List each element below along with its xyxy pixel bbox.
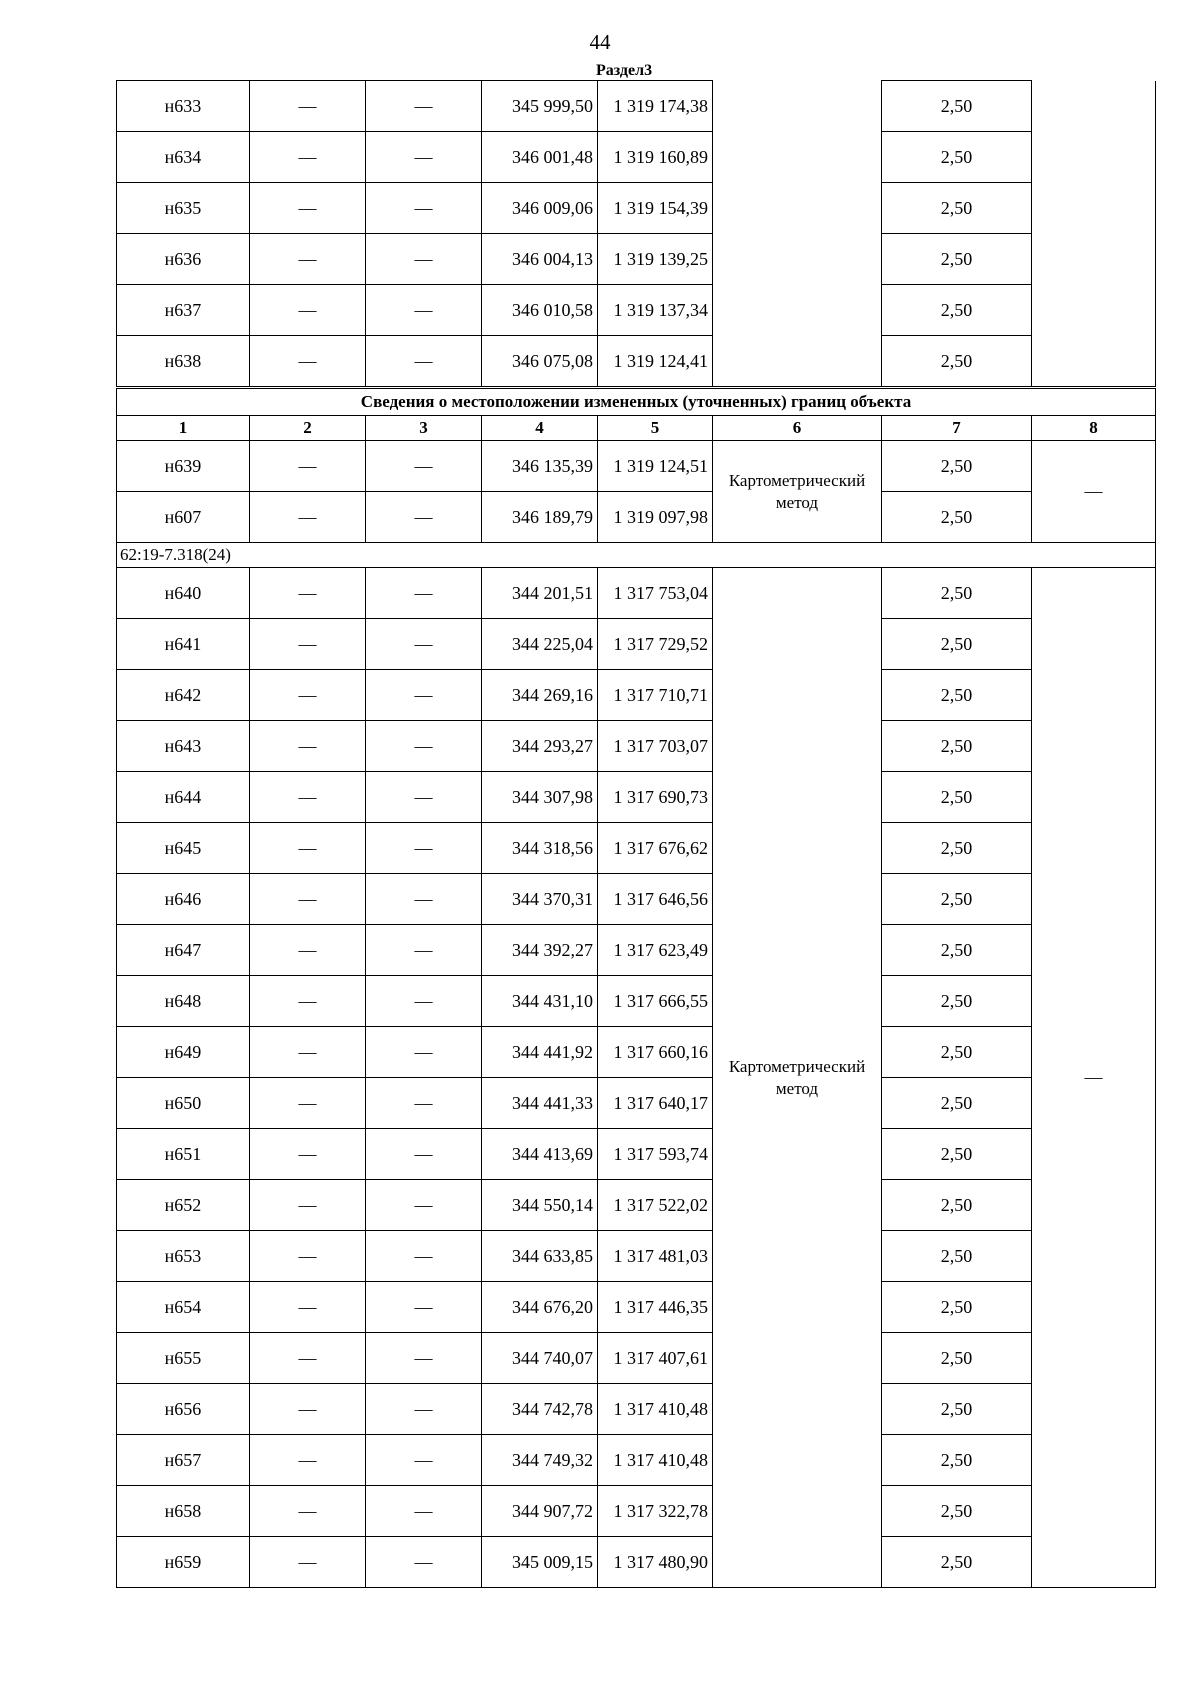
column-number-header: 6 (713, 416, 882, 441)
table-row (117, 441, 1156, 492)
accuracy-cell: 2,50 (882, 1537, 1032, 1588)
col2-cell: — (250, 1384, 366, 1435)
col2-cell: — (250, 1435, 366, 1486)
table-row (117, 1384, 1156, 1435)
table-row (117, 183, 1156, 234)
col3-cell: — (366, 976, 482, 1027)
col3-cell: — (366, 772, 482, 823)
point-id-cell: н607 (117, 492, 250, 543)
table-row (117, 1537, 1156, 1588)
col3-cell: — (366, 1078, 482, 1129)
x-coordinate-cell: 346 001,48 (482, 132, 598, 183)
col3-cell: — (366, 183, 482, 234)
y-coordinate-cell: 1 317 593,74 (598, 1129, 713, 1180)
col2-cell: — (250, 823, 366, 874)
accuracy-cell: 2,50 (882, 619, 1032, 670)
accuracy-cell: 2,50 (882, 132, 1032, 183)
col3-cell: — (366, 874, 482, 925)
page-number: 44 (589, 30, 611, 54)
col2-cell: — (250, 1537, 366, 1588)
accuracy-cell: 2,50 (882, 925, 1032, 976)
y-coordinate-cell: 1 319 160,89 (598, 132, 713, 183)
table-row (117, 721, 1156, 772)
y-coordinate-cell: 1 319 124,51 (598, 441, 713, 492)
point-id-cell: н659 (117, 1537, 250, 1588)
col2-cell: — (250, 1129, 366, 1180)
section-title: Сведения о местоположении измененных (уточненных) границ объекта (117, 388, 1156, 416)
point-id-cell: н652 (117, 1180, 250, 1231)
y-coordinate-cell: 1 317 710,71 (598, 670, 713, 721)
accuracy-cell: 2,50 (882, 1384, 1032, 1435)
y-coordinate-cell: 1 317 646,56 (598, 874, 713, 925)
point-id-cell: н647 (117, 925, 250, 976)
x-coordinate-cell: 344 307,98 (482, 772, 598, 823)
x-coordinate-cell: 344 550,14 (482, 1180, 598, 1231)
point-id-cell: н642 (117, 670, 250, 721)
table-row (117, 823, 1156, 874)
col3-cell: — (366, 81, 482, 132)
accuracy-cell: 2,50 (882, 1180, 1032, 1231)
col2-cell: — (250, 874, 366, 925)
y-coordinate-cell: 1 317 623,49 (598, 925, 713, 976)
point-id-cell: н655 (117, 1333, 250, 1384)
y-coordinate-cell: 1 319 154,39 (598, 183, 713, 234)
y-coordinate-cell: 1 317 322,78 (598, 1486, 713, 1537)
boundary-table (116, 80, 1156, 1588)
x-coordinate-cell: 346 009,06 (482, 183, 598, 234)
table-row (117, 619, 1156, 670)
method-cell: Картометрический метод (713, 568, 882, 1588)
point-id-cell: н644 (117, 772, 250, 823)
y-coordinate-cell: 1 317 640,17 (598, 1078, 713, 1129)
point-id-cell: н651 (117, 1129, 250, 1180)
cadastral-number-row (117, 543, 1156, 568)
col2-cell: — (250, 441, 366, 492)
col2-cell: — (250, 285, 366, 336)
column-number-header: 5 (598, 416, 713, 441)
x-coordinate-cell: 344 633,85 (482, 1231, 598, 1282)
cadastral-number: 62:19-7.318(24) (117, 543, 1156, 568)
col3-cell: — (366, 1129, 482, 1180)
col2-cell: — (250, 1231, 366, 1282)
y-coordinate-cell: 1 319 137,34 (598, 285, 713, 336)
col3-cell: — (366, 1333, 482, 1384)
col3-cell: — (366, 1537, 482, 1588)
accuracy-cell: 2,50 (882, 183, 1032, 234)
col3-cell: — (366, 1384, 482, 1435)
point-id-cell: н645 (117, 823, 250, 874)
table-row (117, 1180, 1156, 1231)
table-row (117, 492, 1156, 543)
table-row (117, 1078, 1156, 1129)
x-coordinate-cell: 346 004,13 (482, 234, 598, 285)
col2-cell: — (250, 234, 366, 285)
table-row (117, 976, 1156, 1027)
x-coordinate-cell: 344 392,27 (482, 925, 598, 976)
x-coordinate-cell: 344 740,07 (482, 1333, 598, 1384)
section-title-row (117, 388, 1156, 416)
point-id-cell: н646 (117, 874, 250, 925)
table-row (117, 234, 1156, 285)
point-id-cell: н635 (117, 183, 250, 234)
y-coordinate-cell: 1 317 676,62 (598, 823, 713, 874)
col2-cell: — (250, 670, 366, 721)
x-coordinate-cell: 345 999,50 (482, 81, 598, 132)
x-coordinate-cell: 346 135,39 (482, 441, 598, 492)
x-coordinate-cell: 344 293,27 (482, 721, 598, 772)
col2-cell: — (250, 81, 366, 132)
col3-cell: — (366, 234, 482, 285)
accuracy-cell: 2,50 (882, 1027, 1032, 1078)
col3-cell: — (366, 1180, 482, 1231)
accuracy-cell: 2,50 (882, 1231, 1032, 1282)
column-number-header: 1 (117, 416, 250, 441)
col2-cell: — (250, 619, 366, 670)
x-coordinate-cell: 344 370,31 (482, 874, 598, 925)
point-id-cell: н634 (117, 132, 250, 183)
col3-cell: — (366, 925, 482, 976)
point-id-cell: н639 (117, 441, 250, 492)
col3-cell: — (366, 1486, 482, 1537)
accuracy-cell: 2,50 (882, 1435, 1032, 1486)
col3-cell: — (366, 568, 482, 619)
method-cell: Картометрический метод (713, 441, 882, 543)
y-coordinate-cell: 1 317 690,73 (598, 772, 713, 823)
col3-cell: — (366, 1027, 482, 1078)
col3-cell: — (366, 285, 482, 336)
accuracy-cell: 2,50 (882, 568, 1032, 619)
y-coordinate-cell: 1 317 407,61 (598, 1333, 713, 1384)
y-coordinate-cell: 1 319 139,25 (598, 234, 713, 285)
x-coordinate-cell: 344 431,10 (482, 976, 598, 1027)
table-row (117, 1333, 1156, 1384)
accuracy-cell: 2,50 (882, 976, 1032, 1027)
col3-cell: — (366, 823, 482, 874)
point-id-cell: н636 (117, 234, 250, 285)
y-coordinate-cell: 1 317 446,35 (598, 1282, 713, 1333)
table-row (117, 285, 1156, 336)
table-row (117, 1129, 1156, 1180)
y-coordinate-cell: 1 317 522,02 (598, 1180, 713, 1231)
y-coordinate-cell: 1 319 174,38 (598, 81, 713, 132)
table-row (117, 772, 1156, 823)
x-coordinate-cell: 346 075,08 (482, 336, 598, 388)
point-id-cell: н654 (117, 1282, 250, 1333)
col3-cell: — (366, 132, 482, 183)
col3-cell: — (366, 670, 482, 721)
col3-cell: — (366, 619, 482, 670)
section-label: Раздел3 (596, 62, 653, 79)
y-coordinate-cell: 1 319 097,98 (598, 492, 713, 543)
col2-cell: — (250, 1078, 366, 1129)
point-id-cell: н657 (117, 1435, 250, 1486)
x-coordinate-cell: 344 269,16 (482, 670, 598, 721)
col2-cell: — (250, 132, 366, 183)
col2-cell: — (250, 568, 366, 619)
x-coordinate-cell: 344 413,69 (482, 1129, 598, 1180)
accuracy-cell: 2,50 (882, 81, 1032, 132)
y-coordinate-cell: 1 317 703,07 (598, 721, 713, 772)
point-id-cell: н650 (117, 1078, 250, 1129)
col2-cell: — (250, 1486, 366, 1537)
x-coordinate-cell: 346 010,58 (482, 285, 598, 336)
col2-cell: — (250, 492, 366, 543)
y-coordinate-cell: 1 317 666,55 (598, 976, 713, 1027)
accuracy-cell: 2,50 (882, 1078, 1032, 1129)
col2-cell: — (250, 1027, 366, 1078)
table-row (117, 568, 1156, 619)
col3-cell: — (366, 1231, 482, 1282)
accuracy-cell: 2,50 (882, 1129, 1032, 1180)
accuracy-cell: 2,50 (882, 441, 1032, 492)
method-cell-empty (713, 81, 882, 388)
y-coordinate-cell: 1 317 753,04 (598, 568, 713, 619)
column-number-header: 4 (482, 416, 598, 441)
col2-cell: — (250, 1333, 366, 1384)
table-row (117, 132, 1156, 183)
x-coordinate-cell: 344 676,20 (482, 1282, 598, 1333)
table-row (117, 1486, 1156, 1537)
accuracy-cell: 2,50 (882, 1333, 1032, 1384)
table-row (117, 925, 1156, 976)
col3-cell: — (366, 1282, 482, 1333)
y-coordinate-cell: 1 317 410,48 (598, 1435, 713, 1486)
point-id-cell: н658 (117, 1486, 250, 1537)
col3-cell: — (366, 1435, 482, 1486)
x-coordinate-cell: 344 742,78 (482, 1384, 598, 1435)
accuracy-cell: 2,50 (882, 772, 1032, 823)
x-coordinate-cell: 344 441,92 (482, 1027, 598, 1078)
column-number-header: 3 (366, 416, 482, 441)
col8-cell: — (1032, 568, 1156, 1588)
table-row (117, 1027, 1156, 1078)
accuracy-cell: 2,50 (882, 234, 1032, 285)
col3-cell: — (366, 336, 482, 388)
accuracy-cell: 2,50 (882, 492, 1032, 543)
y-coordinate-cell: 1 317 660,16 (598, 1027, 713, 1078)
col2-cell: — (250, 1282, 366, 1333)
y-coordinate-cell: 1 317 729,52 (598, 619, 713, 670)
table-row (117, 874, 1156, 925)
point-id-cell: н648 (117, 976, 250, 1027)
x-coordinate-cell: 344 225,04 (482, 619, 598, 670)
column-number-header: 2 (250, 416, 366, 441)
accuracy-cell: 2,50 (882, 721, 1032, 772)
x-coordinate-cell: 344 318,56 (482, 823, 598, 874)
x-coordinate-cell: 344 907,72 (482, 1486, 598, 1537)
col2-cell: — (250, 336, 366, 388)
x-coordinate-cell: 344 441,33 (482, 1078, 598, 1129)
table-row (117, 336, 1156, 388)
accuracy-cell: 2,50 (882, 823, 1032, 874)
col3-cell: — (366, 721, 482, 772)
col2-cell: — (250, 976, 366, 1027)
y-coordinate-cell: 1 317 480,90 (598, 1537, 713, 1588)
column-number-header: 8 (1032, 416, 1156, 441)
point-id-cell: н638 (117, 336, 250, 388)
table-row (117, 670, 1156, 721)
col2-cell: — (250, 721, 366, 772)
col3-cell: — (366, 492, 482, 543)
point-id-cell: н643 (117, 721, 250, 772)
accuracy-cell: 2,50 (882, 336, 1032, 388)
y-coordinate-cell: 1 317 410,48 (598, 1384, 713, 1435)
accuracy-cell: 2,50 (882, 285, 1032, 336)
point-id-cell: н656 (117, 1384, 250, 1435)
col3-cell: — (366, 441, 482, 492)
col2-cell: — (250, 1180, 366, 1231)
column-number-row (117, 416, 1156, 441)
point-id-cell: н640 (117, 568, 250, 619)
y-coordinate-cell: 1 317 481,03 (598, 1231, 713, 1282)
accuracy-cell: 2,50 (882, 670, 1032, 721)
point-id-cell: н649 (117, 1027, 250, 1078)
col2-cell: — (250, 925, 366, 976)
table-row (117, 81, 1156, 132)
x-coordinate-cell: 344 201,51 (482, 568, 598, 619)
col8-cell: — (1032, 441, 1156, 543)
table-row (117, 1282, 1156, 1333)
accuracy-cell: 2,50 (882, 1282, 1032, 1333)
y-coordinate-cell: 1 319 124,41 (598, 336, 713, 388)
point-id-cell: н641 (117, 619, 250, 670)
x-coordinate-cell: 346 189,79 (482, 492, 598, 543)
col2-cell: — (250, 183, 366, 234)
column-number-header: 7 (882, 416, 1032, 441)
table-row (117, 1435, 1156, 1486)
point-id-cell: н633 (117, 81, 250, 132)
col2-cell: — (250, 772, 366, 823)
point-id-cell: н653 (117, 1231, 250, 1282)
table-row (117, 1231, 1156, 1282)
accuracy-cell: 2,50 (882, 1486, 1032, 1537)
point-id-cell: н637 (117, 285, 250, 336)
x-coordinate-cell: 344 749,32 (482, 1435, 598, 1486)
accuracy-cell: 2,50 (882, 874, 1032, 925)
col8-cell-empty (1032, 81, 1156, 388)
x-coordinate-cell: 345 009,15 (482, 1537, 598, 1588)
